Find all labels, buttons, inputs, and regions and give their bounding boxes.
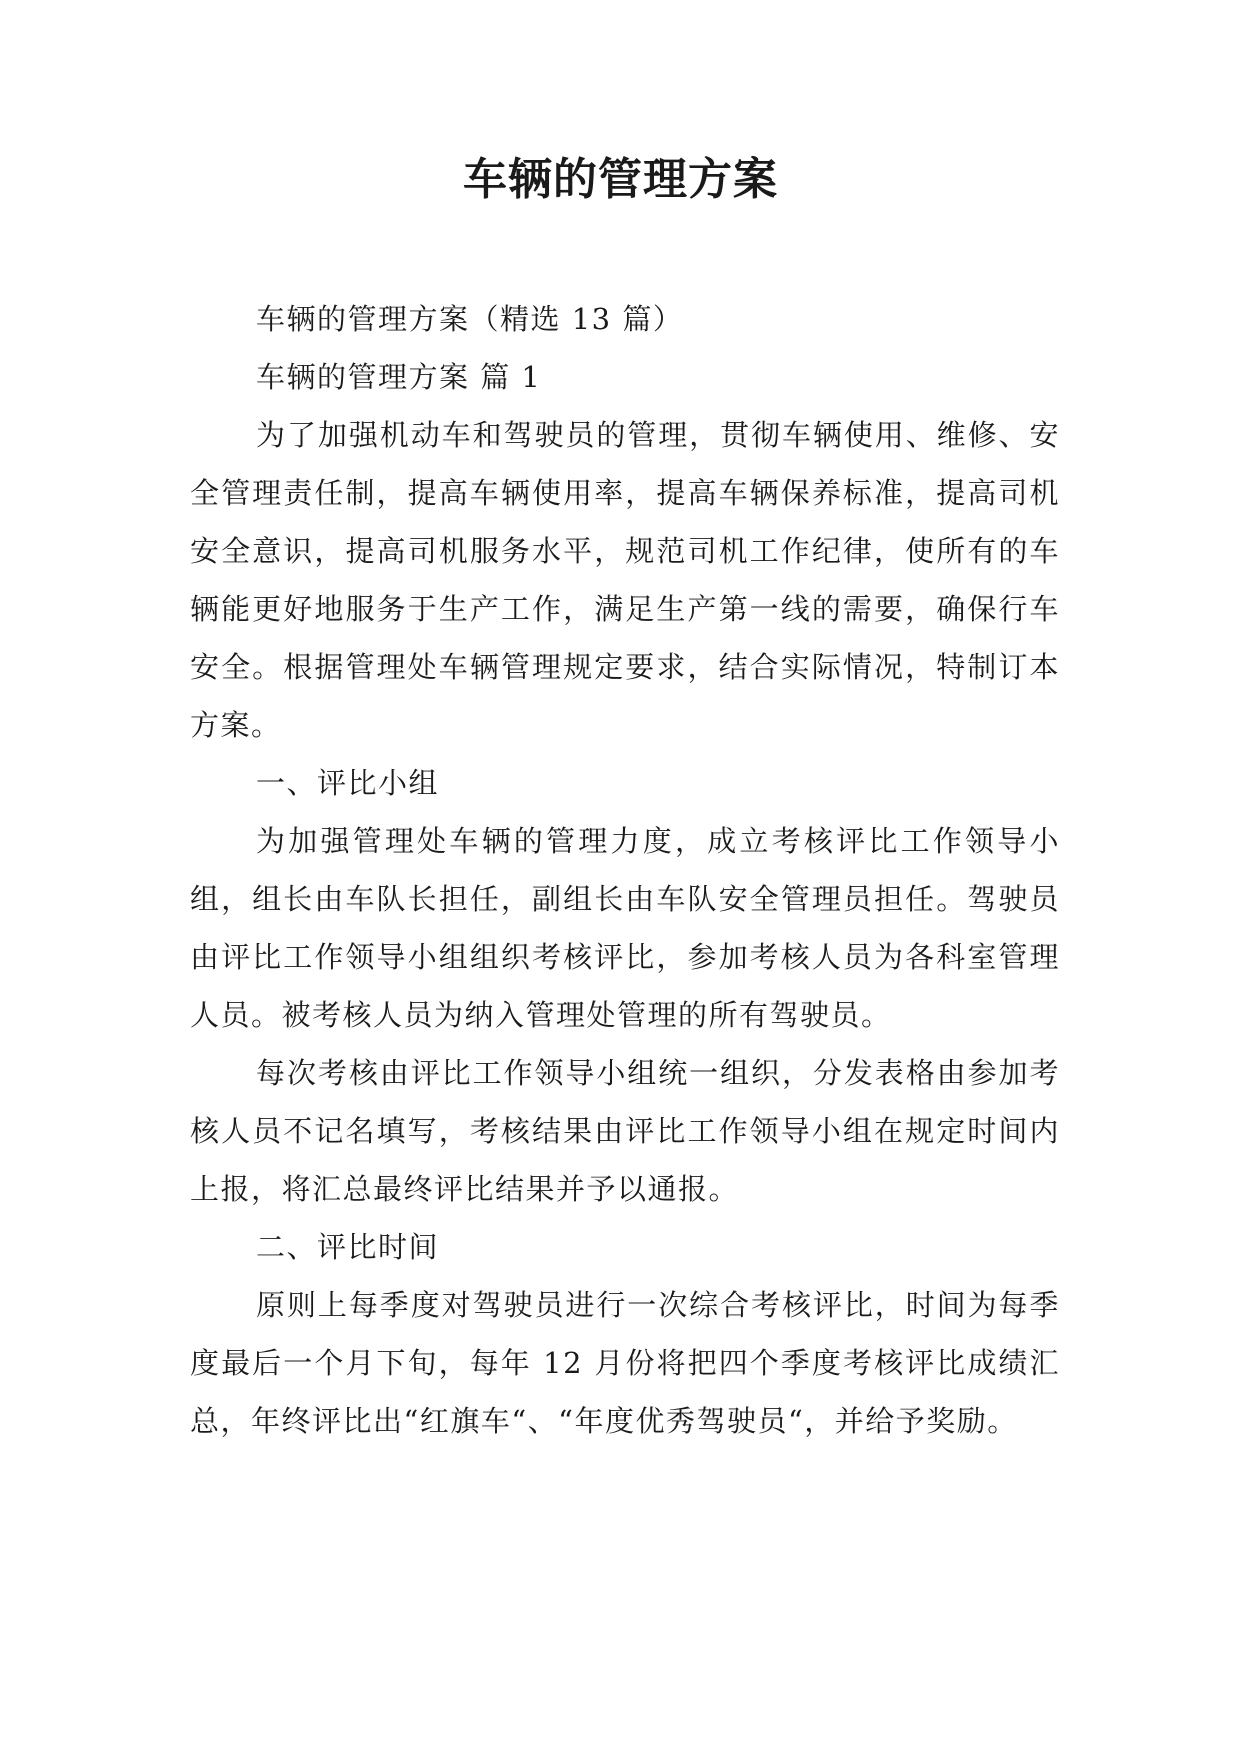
document-body — [190, 290, 1060, 1450]
document-title: 车辆的管理方案 — [463, 154, 778, 205]
body-paragraph: 每次考核由评比工作领导小组统一组织，分发表格由参加考核人员不记名填写，考核结果由评比工作领导小组在规定时间内上报，将汇总最终评比结果并予以通报。 — [190, 1056, 1060, 1206]
subtitle-paragraph: 车辆的管理方案（精选 13 篇） — [256, 302, 684, 336]
section-heading: 一、评比小组 — [256, 766, 440, 800]
intro-paragraph: 为了加强机动车和驾驶员的管理，贯彻车辆使用、维修、安全管理责任制，提高车辆使用率，提高车辆保养标准，提高司机安全意识，提高司机服务水平，规范司机工作纪律，使所有的车辆能更好地服务于生产工作，满足生产第一线的需要，确保行车安全。根据管理处车辆管理规定要求，结合实际情况，特制订本方案。 — [190, 418, 1060, 742]
section-heading: 车辆的管理方案 篇 1 — [256, 360, 542, 394]
body-paragraph: 为加强管理处车辆的管理力度，成立考核评比工作领导小组，组长由车队长担任，副组长由车队安全管理员担任。驾驶员由评比工作领导小组组织考核评比，参加考核人员为各科室管理人员。被考核人员为纳入管理处管理的所有驾驶员。 — [190, 824, 1060, 1032]
section-heading: 二、评比时间 — [256, 1230, 440, 1264]
body-paragraph: 原则上每季度对驾驶员进行一次综合考核评比，时间为每季度最后一个月下旬，每年 12 月份将把四个季度考核评比成绩汇总，年终评比出“红旗车“、“年度优秀驾驶员“，并给予奖励。 — [190, 1288, 1060, 1438]
